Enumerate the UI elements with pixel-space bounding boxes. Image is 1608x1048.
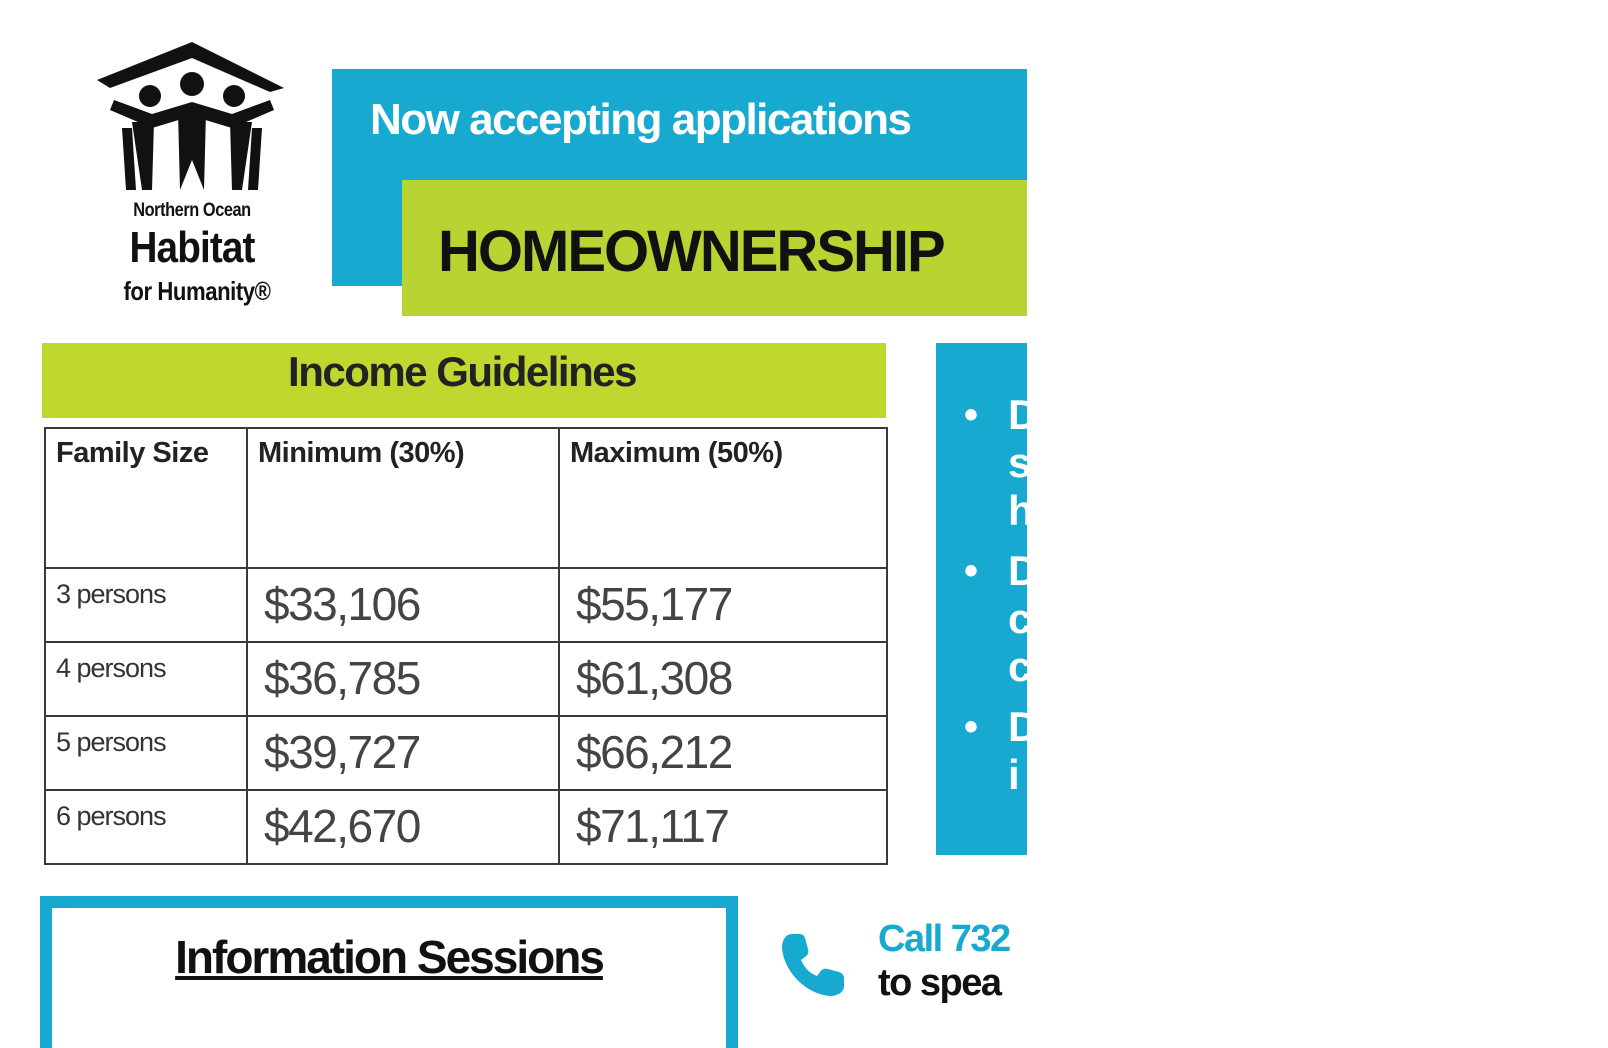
requirement-line: c [1008, 595, 1032, 642]
income-guidelines-title [42, 343, 886, 418]
header-banner-green [402, 180, 1027, 316]
requirement-line: h [1008, 487, 1034, 534]
requirement-item [936, 703, 1608, 799]
headline: Now accepting applications [370, 95, 911, 144]
call-speak-text: to spea [878, 962, 1001, 1004]
minimum-income-cell: $33,106 [247, 568, 559, 642]
maximum-income-cell: $71,117 [559, 790, 887, 864]
house-family-icon [92, 40, 292, 205]
table-header-row [45, 428, 887, 568]
column-header-minimum: Minimum (30%) [247, 428, 559, 568]
family-size-cell: 6 persons [45, 790, 247, 864]
information-sessions-title: Information Sessions [175, 931, 603, 983]
column-header-family-size: Family Size [45, 428, 247, 568]
table-row [45, 642, 887, 716]
income-guidelines-title-text: Income Guidelines [288, 348, 636, 395]
table-row [45, 568, 887, 642]
logo-name: Habitat [129, 223, 255, 272]
column-header-maximum: Maximum (50%) [559, 428, 887, 568]
maximum-income-cell: $55,177 [559, 568, 887, 642]
minimum-income-cell: $39,727 [247, 716, 559, 790]
information-sessions-box [40, 896, 738, 1048]
requirement-line: i [1008, 751, 1020, 798]
requirement-line: • D [1008, 547, 1039, 594]
requirements-list [936, 391, 1608, 799]
requirement-line: c [1008, 643, 1032, 690]
call-phone-text: Call 732 [878, 918, 1010, 960]
income-table [44, 427, 888, 865]
minimum-income-cell: $42,670 [247, 790, 559, 864]
logo-tagline: for Humanity® [123, 276, 271, 306]
phone-icon [778, 930, 848, 1000]
family-size-cell: 5 persons [45, 716, 247, 790]
maximum-income-cell: $66,212 [559, 716, 887, 790]
family-size-cell: 4 persons [45, 642, 247, 716]
requirements-panel [936, 343, 1039, 855]
habitat-logo [92, 40, 307, 320]
requirement-line: • D [1008, 391, 1039, 438]
requirement-item [936, 547, 1608, 691]
requirement-line: • D [1008, 703, 1039, 750]
program-title: HOMEOWNERSHIP [438, 219, 944, 284]
maximum-income-cell: $61,308 [559, 642, 887, 716]
requirement-line: s [1008, 439, 1032, 486]
family-size-cell: 3 persons [45, 568, 247, 642]
table-row [45, 790, 887, 864]
table-row [45, 716, 887, 790]
logo-subtitle: Northern Ocean [133, 200, 251, 221]
minimum-income-cell: $36,785 [247, 642, 559, 716]
requirement-item [936, 391, 1608, 535]
